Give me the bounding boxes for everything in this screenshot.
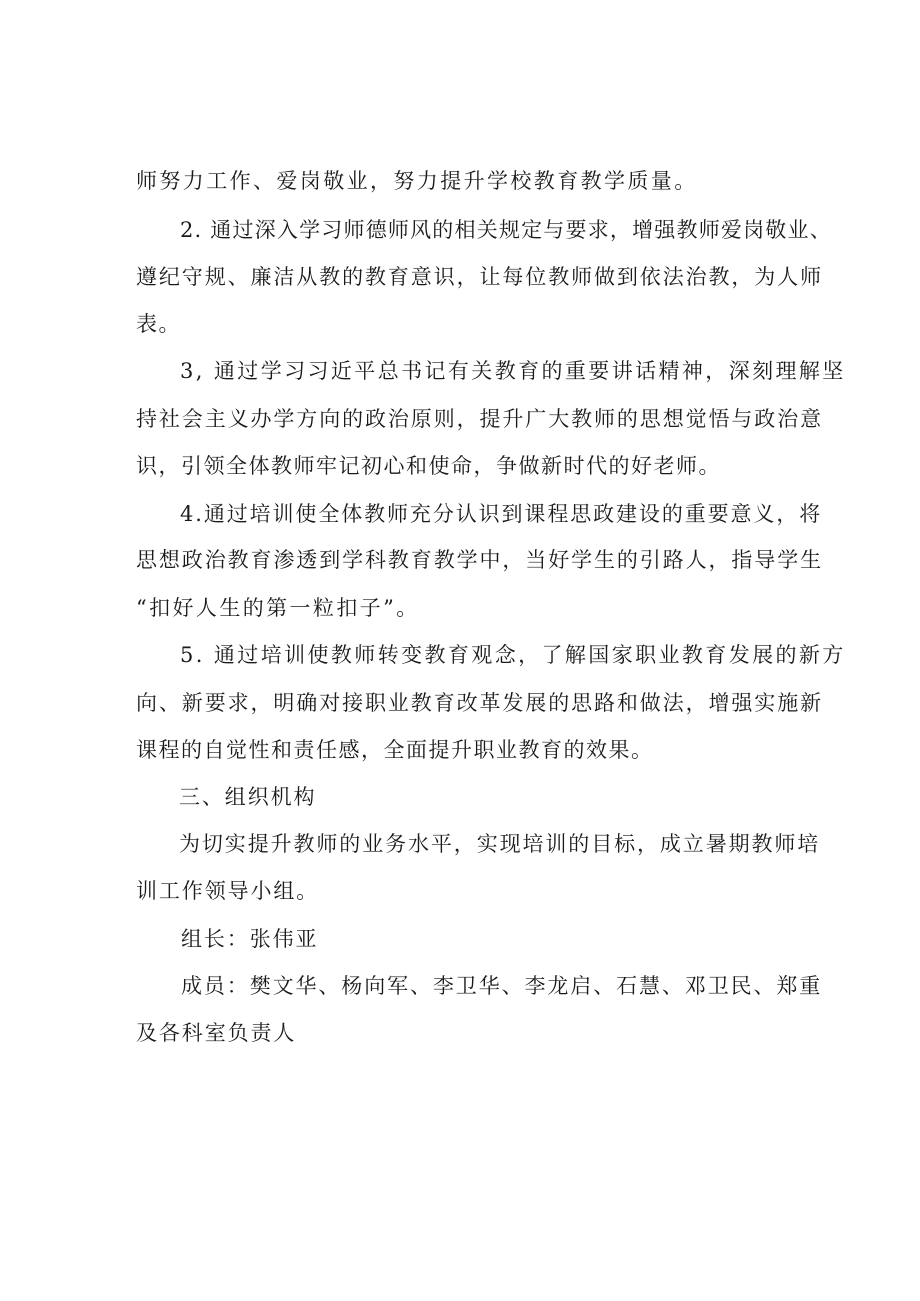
paragraph-line: 2. 通过深入学习师德师风的相关规定与要求，增强教师爱岗敬业、	[180, 218, 832, 242]
paragraph-line: 识，引领全体教师牢记初心和使命，争做新时代的好老师。	[136, 454, 721, 478]
paragraph-line: 5. 通过培训使教师转变教育观念，了解国家职业教育发展的新方	[180, 643, 846, 667]
group-members-line-cont: 及各科室负责人	[136, 1021, 297, 1045]
paragraph-line: 训工作领导小组。	[136, 879, 320, 903]
paragraph-line: 4.通过培训使全体教师充分认识到课程思政建设的重要意义，将	[180, 502, 823, 526]
paragraph-line: 课程的自觉性和责任感，全面提升职业教育的效果。	[136, 738, 654, 762]
paragraph-line: 持社会主义办学方向的政治原则，提升广大教师的思想觉悟与政治意	[136, 407, 823, 431]
group-members-line: 成员：樊文华、杨向军、李卫华、李龙启、石慧、邓卫民、郑重	[181, 974, 823, 998]
paragraph-line: 表。	[136, 312, 181, 336]
paragraph-line: 向、新要求，明确对接职业教育改革发展的思路和做法，增强实施新	[136, 691, 823, 715]
paragraph-line: 遵纪守规、廉洁从教的教育意识，让每位教师做到依法治教，为人师	[136, 265, 823, 289]
paragraph-line: 思想政治教育渗透到学科教育教学中，当好学生的引路人，指导学生	[136, 548, 823, 572]
paragraph-line: 为切实提升教师的业务水平，实现培训的目标，成立暑期教师培	[179, 832, 821, 856]
paragraph-line: 3, 通过学习习近平总书记有关教育的重要讲话精神，深刻理解坚	[180, 359, 846, 383]
section-heading: 三、组织机构	[179, 785, 317, 809]
group-leader-line: 组长：张伟亚	[181, 927, 319, 951]
paragraph-line: “扣好人生的第一粒扣子”。	[136, 596, 420, 620]
paragraph-line: 师努力工作、爱岗敬业，努力提升学校教育教学质量。	[136, 169, 698, 193]
